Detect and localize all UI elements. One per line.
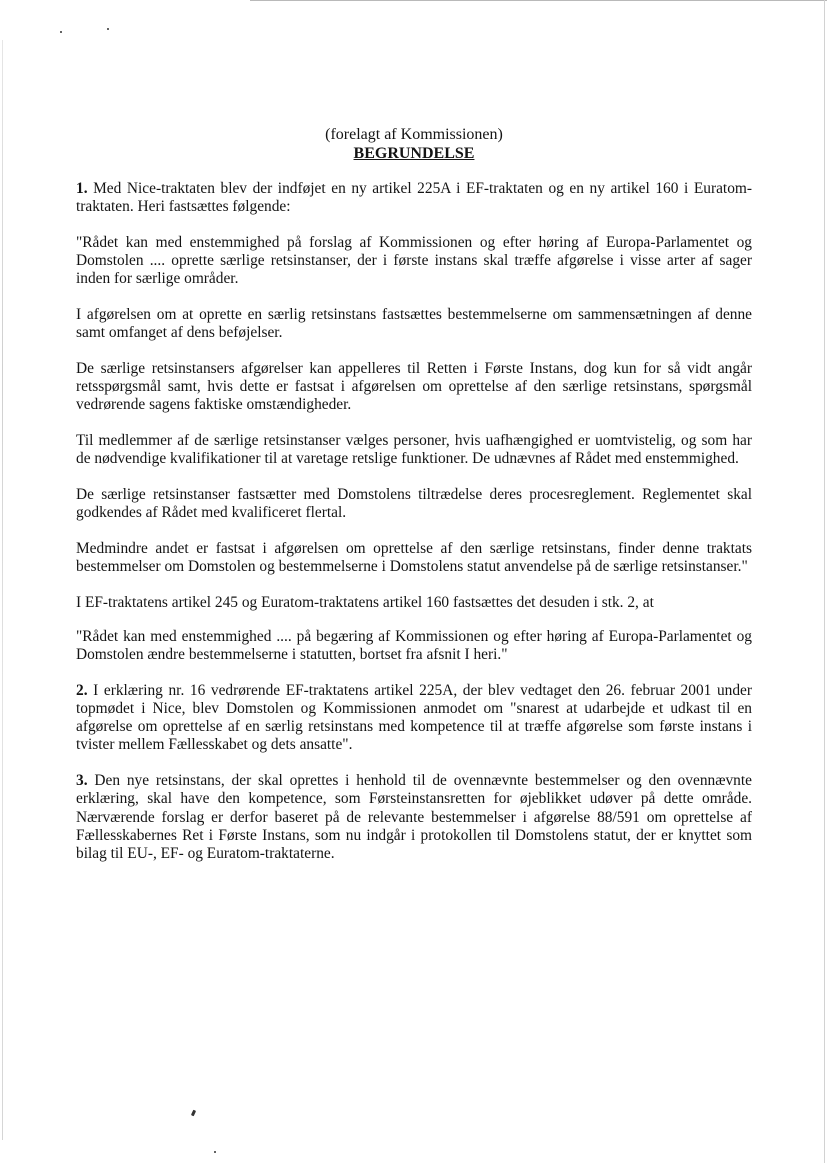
document-body — [76, 126, 752, 881]
paragraph-text: De særlige retsinstanser fastsætter med Domstolens tiltrædelse deres procesreglement. Reglementet skal godkendes af Rådet med kvalificeret flertal. — [76, 485, 752, 522]
paragraph — [76, 540, 752, 576]
scan-speck — [214, 1151, 216, 1153]
scan-speck — [191, 1110, 196, 1117]
paragraph — [76, 486, 752, 522]
paragraph — [76, 682, 752, 755]
paragraph-text: "Rådet kan med enstemmighed på forslag af Kommissionen og efter høring af Europa-Parlamentet og Domstolen .... oprette særlige retsinstanser, der i første instans skal træffe afgørelse i visse arter af sager inden for særlige områder. — [76, 233, 752, 288]
paragraph-text: Den nye retsinstans, der skal oprettes i henhold til de ovennævnte bestemmelser og den ovennævnte erklæring, skal have den kompetence, som Førsteinstansretten for øjeblikket udøver på dette område. Nærværende forslag er derfor baseret på de relevante bestemmelser i afgørelse 88/591 om oprettelse af Fællesskabernes Ret i Første Instans, som nu indgår i protokollen til Domstolens statut, der er knyttet som bilag til EU-, EF- og Euratom-traktaterne. — [76, 772, 752, 862]
paragraph-number: 1. — [76, 180, 88, 197]
paragraph-text: Til medlemmer af de særlige retsinstanser vælges personer, hvis uafhængighed er uomtvistelig, og som har de nødvendige kvalifikationer til at varetage retslige funktioner. De udnævnes af Rådet med enstemmighed. — [76, 432, 752, 468]
scan-speck — [60, 31, 62, 33]
scan-left-edge-line — [2, 40, 3, 1140]
paragraph-text: De særlige retsinstansers afgørelser kan appelleres til Retten i Første Instans, dog kun for så vidt angår retsspørgsmål samt, hvis dette er fastsat i afgørelsen om oprettelse af den særlige retsinstans, spørgsmål vedrørende sagens faktiske omstændigheder. — [76, 359, 752, 414]
paragraph — [76, 772, 752, 863]
paragraph-text: Medmindre andet er fastsat i afgørelsen om oprettelse af den særlige retsinstans, finder denne traktats bestemmelser om Domstolen og bestemmelserne i Domstolens statut anvendelse på de særlige retsinstanser." — [76, 539, 752, 576]
paragraph-text: "Rådet kan med enstemmighed .... på begæring af Kommissionen og efter høring af Europa-Parlamentet og Domstolen ændre bestemmelserne i statutten, bortset fra afsnit I heri." — [76, 627, 752, 664]
scan-right-edge-line — [824, 0, 825, 1163]
paragraph — [76, 360, 752, 415]
paragraph — [76, 628, 752, 664]
document-heading: BEGRUNDELSE — [353, 144, 475, 162]
paragraph — [76, 234, 752, 289]
paragraph — [76, 180, 752, 216]
paragraph-text: I EF-traktatens artikel 245 og Euratom-traktatens artikel 160 fastsættes det desuden i stk. 2, at — [76, 593, 654, 611]
paragraph — [76, 306, 752, 342]
paragraph — [76, 594, 752, 612]
paragraph-text: I afgørelsen om at oprette en særlig retsinstans fastsættes bestemmelserne om sammensætningen af denne samt omfanget af dens beføjelser. — [76, 306, 752, 342]
paragraph-number: 3. — [76, 772, 88, 790]
scan-top-edge-line — [250, 0, 827, 1]
scan-speck — [107, 28, 109, 30]
document-subtitle: (forelagt af Kommissionen) — [325, 126, 503, 143]
paragraph-text: Med Nice-traktaten blev der indføjet en ny artikel 225A i EF-traktaten og en ny artikel 160 i Euratom-traktaten. Heri fastsættes følgende: — [76, 180, 752, 216]
paragraph — [76, 432, 752, 468]
paragraph-number: 2. — [76, 681, 88, 699]
paragraph-text: I erklæring nr. 16 vedrørende EF-traktatens artikel 225A, der blev vedtaget den 26. februar 2001 under topmødet i Nice, blev Domstolen og Kommissionen anmodet om "snarest at udarbejde et udkast til en afgørelse om oprettelse af en særlig retsinstans med kompetence til at træffe afgørelse som første instans i tvister mellem Fællesskabet og dets ansatte". — [76, 681, 752, 754]
